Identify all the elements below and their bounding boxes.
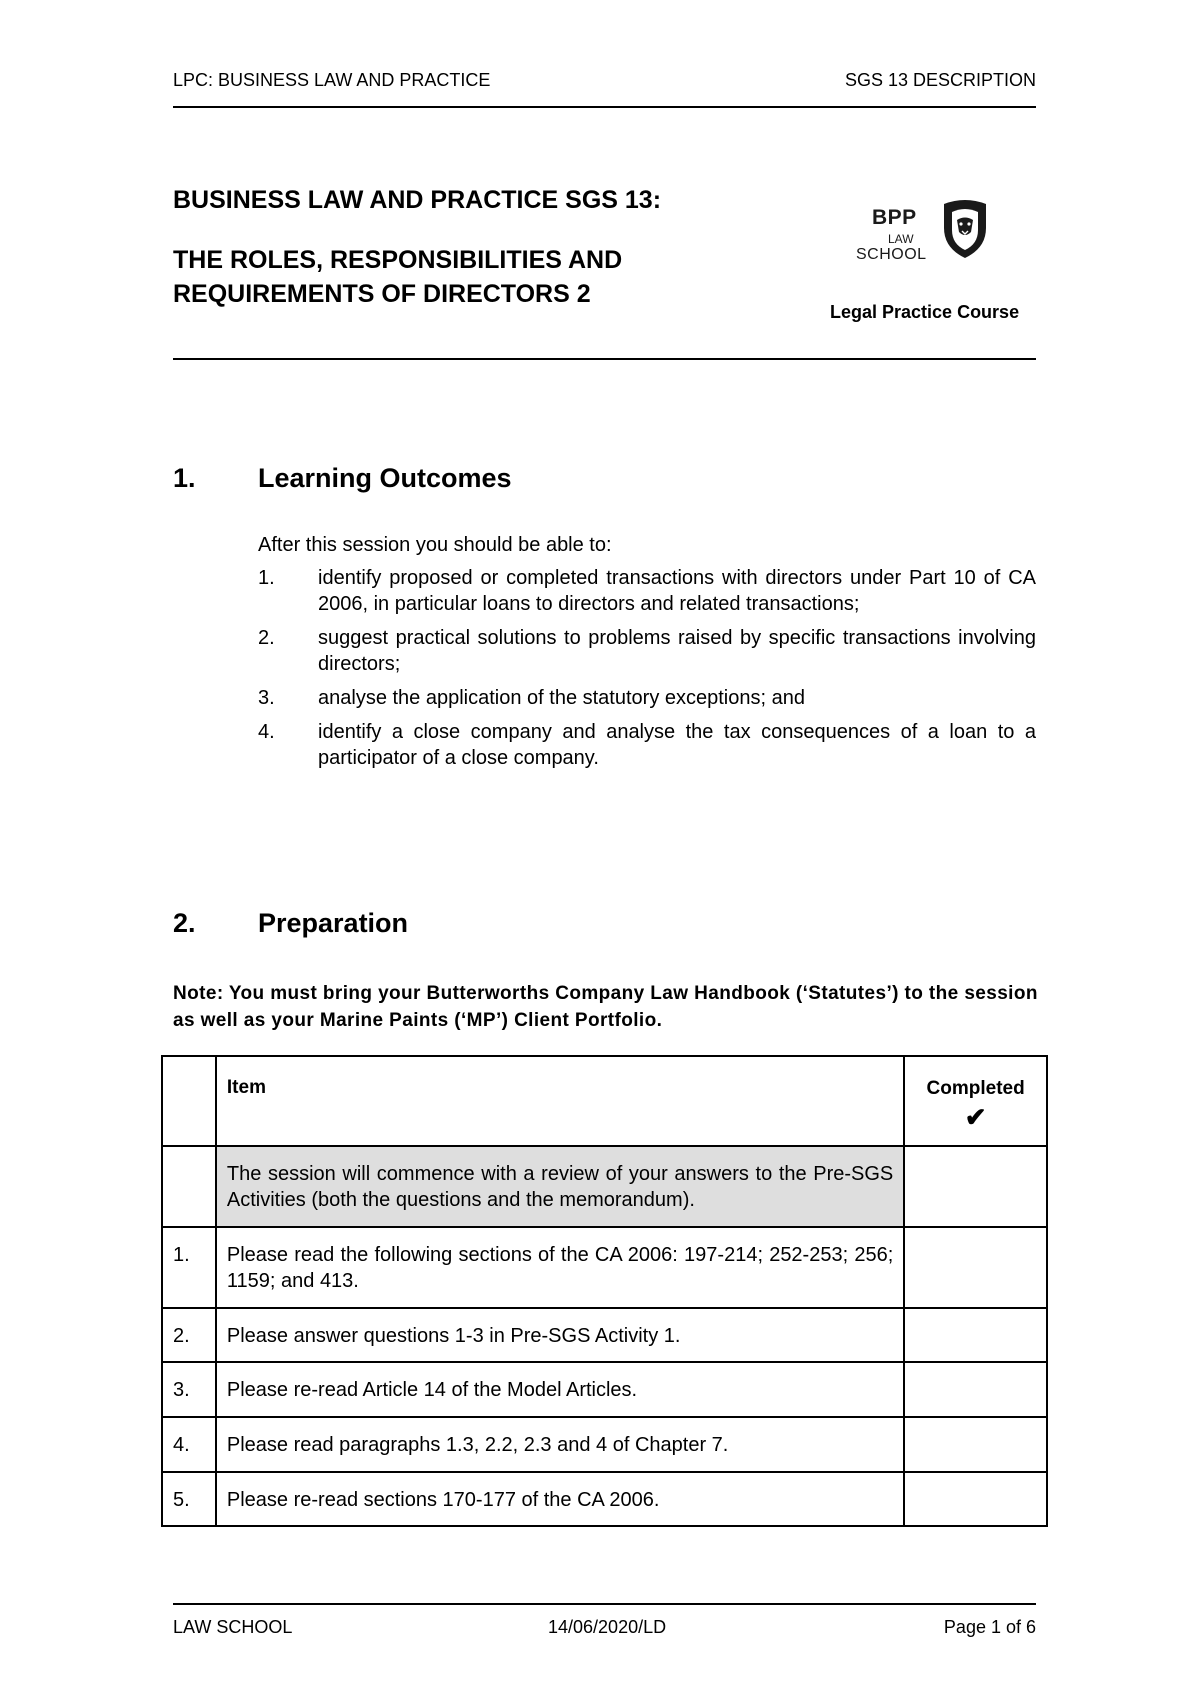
row-number: 5. xyxy=(173,1489,190,1511)
column-header-completed: Completed xyxy=(926,1078,1025,1099)
table-row xyxy=(162,1308,1047,1362)
header-item-cell xyxy=(216,1056,904,1146)
row-number: 4. xyxy=(173,1434,190,1456)
completed-cell[interactable] xyxy=(904,1472,1047,1526)
lion-shield-icon xyxy=(940,198,990,260)
completed-cell[interactable] xyxy=(904,1308,1047,1362)
intro-row-cell xyxy=(216,1146,904,1227)
section-1-number: 1. xyxy=(173,463,196,493)
footer-date-code: 14/06/2020/LD xyxy=(548,1617,667,1637)
learning-outcomes-list xyxy=(258,565,1036,779)
row-text: Please read the following sections of the CA 2006: 197-214; 252-253; 256; 1159; and 413. xyxy=(226,1244,894,1292)
bpp-law-school-logo xyxy=(852,198,992,268)
list-item-number: 2. xyxy=(258,627,275,649)
table-row xyxy=(162,1146,1047,1227)
list-item xyxy=(258,719,1036,771)
row-number: 2. xyxy=(173,1325,190,1347)
section-2-number: 2. xyxy=(173,908,196,938)
section-2-heading: Preparation xyxy=(258,908,409,938)
table-row xyxy=(162,1362,1047,1417)
running-header-right: SGS 13 DESCRIPTION xyxy=(844,70,1036,90)
list-item-number: 3. xyxy=(258,687,275,709)
row-number: 1. xyxy=(173,1244,190,1266)
list-item xyxy=(258,565,1036,617)
list-item-text: suggest practical solutions to problems raised by specific transactions involving directors; xyxy=(318,627,1036,675)
header-divider xyxy=(173,106,1036,108)
list-item xyxy=(258,625,1036,677)
list-item xyxy=(258,685,1036,711)
logo-bpp-text: BPP xyxy=(872,206,917,229)
list-item-text: identify proposed or completed transactions with directors under Part 10 of CA 2006, in particular loans to directors and related transactions; xyxy=(318,567,1036,615)
completed-cell[interactable] xyxy=(904,1417,1047,1472)
list-item-number: 4. xyxy=(258,721,275,743)
completed-cell[interactable] xyxy=(904,1146,1047,1227)
table-row xyxy=(162,1472,1047,1526)
header-number-cell xyxy=(162,1056,216,1146)
column-header-item: Item xyxy=(226,1077,266,1098)
footer-divider xyxy=(173,1603,1036,1605)
row-text: Please read paragraphs 1.3, 2.2, 2.3 and 4 of Chapter 7. xyxy=(226,1434,729,1456)
completed-cell[interactable] xyxy=(904,1362,1047,1417)
table-header-row xyxy=(162,1056,1047,1146)
preparation-table xyxy=(161,1055,1048,1527)
learning-outcomes-intro: After this session you should be able to: xyxy=(258,534,612,556)
table-row xyxy=(162,1227,1047,1308)
row-number: 3. xyxy=(173,1379,190,1401)
logo-school-text: SCHOOL xyxy=(856,246,927,263)
section-1-heading: Learning Outcomes xyxy=(258,463,512,493)
footer-page-number: Page 1 of 6 xyxy=(943,1617,1036,1637)
document-subtitle: THE ROLES, RESPONSIBILITIES AND REQUIREMENTS OF DIRECTORS 2 xyxy=(173,246,623,308)
checkmark-icon: ✔ xyxy=(964,1102,987,1132)
logo-law-text: LAW xyxy=(888,232,914,246)
preparation-note: Note: You must bring your Butterworths Company Law Handbook (‘Statutes’) to the session as well as your Marine Paints (‘MP’) Client Portfolio. xyxy=(173,983,1038,1031)
footer-left: LAW SCHOOL xyxy=(173,1617,293,1637)
row-text: Please answer questions 1-3 in Pre-SGS Activity 1. xyxy=(226,1325,681,1347)
running-header-left: LPC: BUSINESS LAW AND PRACTICE xyxy=(173,70,491,90)
document-title: BUSINESS LAW AND PRACTICE SGS 13: xyxy=(173,186,662,214)
intro-row-text: The session will commence with a review of your answers to the Pre-SGS Activities (both the questions and the memorandum). xyxy=(226,1163,894,1211)
list-item-number: 1. xyxy=(258,567,275,589)
row-text: Please re-read sections 170-177 of the CA 2006. xyxy=(226,1489,660,1511)
header-completed-cell xyxy=(904,1056,1047,1146)
title-divider xyxy=(173,358,1036,360)
list-item-text: analyse the application of the statutory exceptions; and xyxy=(318,687,805,709)
list-item-text: identify a close company and analyse the tax consequences of a loan to a participator of a close company. xyxy=(318,721,1036,769)
table-row xyxy=(162,1417,1047,1472)
completed-cell[interactable] xyxy=(904,1227,1047,1308)
row-text: Please re-read Article 14 of the Model Articles. xyxy=(226,1379,638,1401)
course-label: Legal Practice Course xyxy=(830,302,1020,322)
